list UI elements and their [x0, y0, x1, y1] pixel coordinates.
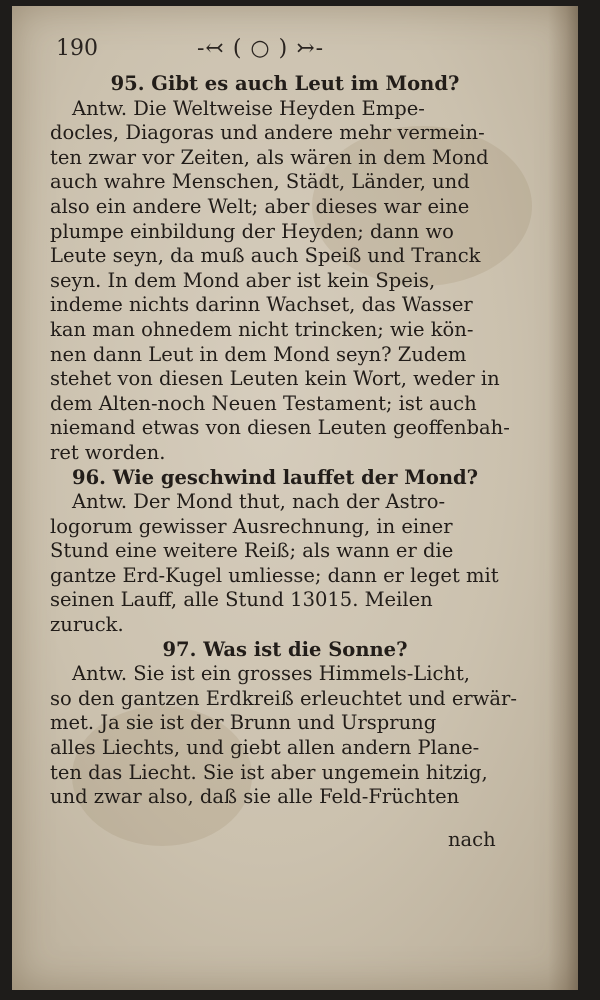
text-line: seyn. In dem Mond aber ist kein Speis, [50, 268, 436, 292]
text-line: dem Alten-noch Neuen Testament; ist auch [50, 391, 477, 415]
running-head-ornament: -↢ ( ○ ) ↣- [197, 36, 325, 61]
question-heading: 97. Was ist die Sonne? [162, 637, 408, 661]
text-line: indeme nichts darinn Wachset, das Wasser [50, 293, 473, 317]
text-line: ten das Liecht. Sie ist aber ungemein hitzig, [50, 760, 488, 784]
text-line: ret worden. [50, 440, 166, 464]
text-line: plumpe einbildung der Heyden; dann wo [50, 219, 454, 243]
text-line: Antw. Die Weltweise Heyden Empe- [72, 96, 425, 120]
catchword: nach [448, 828, 496, 851]
text-line: gantze Erd-Kugel umliesse; dann er leget mit [50, 563, 499, 587]
text-line: auch wahre Menschen, Städt, Länder, und [50, 170, 470, 194]
text-line: Antw. Sie ist ein grosses Himmels-Licht, [72, 662, 470, 686]
text-line: kan man ohnedem nicht trincken; wie kön- [50, 317, 474, 341]
text-line: Leute seyn, da muß auch Speiß und Tranck [50, 244, 481, 268]
question-heading: 96. Wie geschwind lauffet der Mond? [72, 465, 479, 489]
text-line: so den gantzen Erdkreiß erleuchtet und erwär- [50, 686, 517, 710]
text-line: und zwar also, daß sie alle Feld-Früchten [50, 785, 460, 809]
text-line: seinen Lauff, alle Stund 13015. Meilen [50, 588, 433, 612]
question-heading: 95. Gibt es auch Leut im Mond? [110, 72, 460, 95]
text-line: nen dann Leut in dem Mond seyn? Zudem [50, 342, 467, 366]
text-line: ten zwar vor Zeiten, als wären in dem Mond [50, 145, 489, 169]
text-line: met. Ja sie ist der Brunn und Ursprung [50, 711, 437, 735]
text-line: niemand etwas von diesen Leuten geoffenbah- [50, 416, 510, 440]
text-line: Stund eine weitere Reiß; als wann er die [50, 539, 454, 563]
text-line: logorum gewisser Ausrechnung, in einer [50, 514, 453, 538]
book-page [12, 6, 578, 990]
text-line: docles, Diagoras und andere mehr vermein- [50, 121, 485, 145]
text-line: zuruck. [50, 613, 124, 637]
text-line: Antw. Der Mond thut, nach der Astro- [72, 490, 446, 514]
text-line: also ein andere Welt; aber dieses war eine [50, 194, 470, 218]
page-edge-shadow [548, 6, 578, 990]
body-text [50, 72, 520, 810]
page-number: 190 [56, 36, 98, 61]
text-line: stehet von diesen Leuten kein Wort, weder in [50, 367, 500, 391]
text-line: alles Liechts, und giebt allen andern Plane- [50, 736, 480, 760]
